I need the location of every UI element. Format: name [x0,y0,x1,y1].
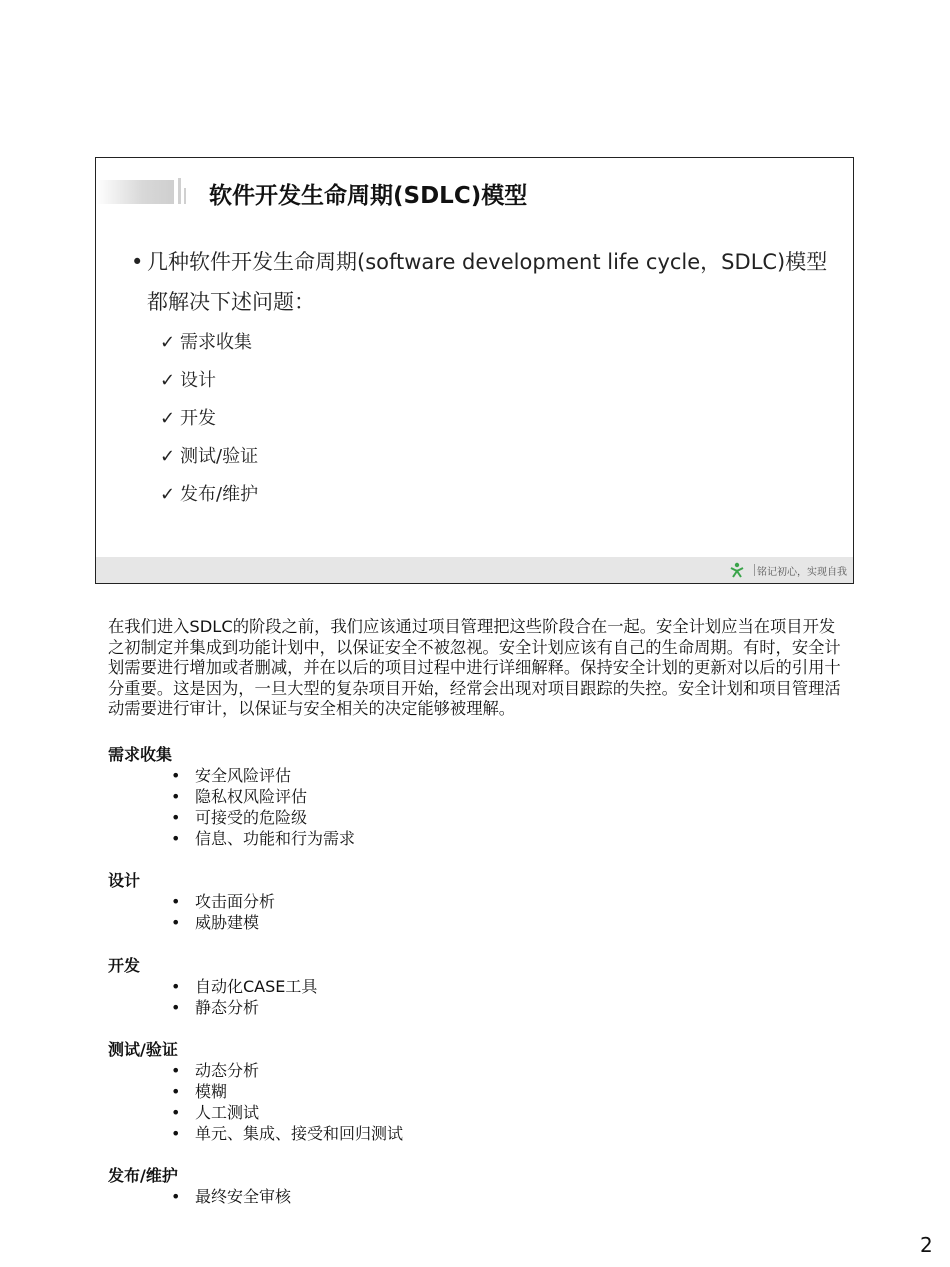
section-requirements [108,744,355,849]
list-item: • 静态分析 [171,998,260,1017]
footer-divider [754,564,755,576]
section-heading: 开发 [108,956,141,975]
list-item: • 自动化CASE工具 [171,977,318,996]
bullet-icon: • [171,998,181,1017]
check-item: ✓ 需求收集 [160,324,258,362]
bullet-icon: • [171,977,181,996]
bullet-icon: • [131,250,144,274]
bullet-icon: • [171,808,181,827]
check-item: ✓ 开发 [160,400,258,438]
check-icon: ✓ [160,484,176,505]
bullet-icon: • [171,787,181,806]
page-number: 2 [920,1233,933,1257]
bullet-icon: • [171,1103,181,1122]
check-icon: ✓ [160,446,176,467]
bullet-icon: • [171,829,181,848]
check-icon: ✓ [160,370,176,391]
check-icon: ✓ [160,408,176,429]
section-heading: 测试/验证 [108,1040,178,1059]
header-decoration [178,178,181,204]
section-heading: 发布/维护 [108,1166,178,1185]
check-icon: ✓ [160,332,176,353]
slide-footer [96,557,853,583]
section-heading: 设计 [108,871,141,890]
section-heading: 需求收集 [108,745,173,764]
bullet-icon: • [171,766,181,785]
slide-bullet-text: 几种软件开发生命周期(software development life cycle，SDLC)模型都解决下述问题： [147,250,828,314]
list-item: • 威胁建模 [171,913,260,932]
intro-paragraph: 在我们进入SDLC的阶段之前，我们应该通过项目管理把这些阶段合在一起。安全计划应当在项目开发之初制定并集成到功能计划中，以保证安全不被忽视。安全计划应该有自己的生命周期。有时，安全计划需要进行增加或者删减，并在以后的项目过程中进行详细解释。保持安全计划的更新对以后的引用十分重要。这是因为，一旦大型的复杂项目开始，经常会出现对项目跟踪的失控。安全计划和项目管理活动需要进行审计，以保证与安全相关的决定能够被理解。 [108,617,841,718]
bullet-icon: • [171,913,181,932]
list-item: • 动态分析 [171,1061,260,1080]
list-item: • 可接受的危险级 [171,808,308,827]
slide-title: 软件开发生命周期(SDLC)模型 [209,183,528,209]
footer-slogan: 铭记初心，实现自我 [757,567,847,578]
check-item: ✓ 设计 [160,362,258,400]
list-item: • 安全风险评估 [171,766,292,785]
list-item: • 人工测试 [171,1103,260,1122]
check-item: ✓ 测试/验证 [160,438,258,476]
list-item: • 隐私权风险评估 [171,787,308,806]
check-item: ✓ 发布/维护 [160,476,258,514]
section-development [108,955,317,1018]
slide-image [95,157,854,584]
bullet-icon: • [171,1124,181,1143]
figure-logo-icon [729,562,745,578]
list-item: • 模糊 [171,1082,228,1101]
bullet-icon: • [171,1061,181,1080]
list-item: • 最终安全审核 [171,1187,292,1206]
bullet-icon: • [171,1082,181,1101]
slide-checklist [160,324,258,514]
slide-bullet [129,242,829,322]
header-decoration [184,188,186,204]
bullet-icon: • [171,1187,181,1206]
section-design [108,870,275,933]
section-testing [108,1039,403,1144]
section-release [108,1165,291,1207]
list-item: • 攻击面分析 [171,892,276,911]
list-item: • 信息、功能和行为需求 [171,829,356,848]
bullet-icon: • [171,892,181,911]
list-item: • 单元、集成、接受和回归测试 [171,1124,404,1143]
slide-header-bar [96,180,174,204]
